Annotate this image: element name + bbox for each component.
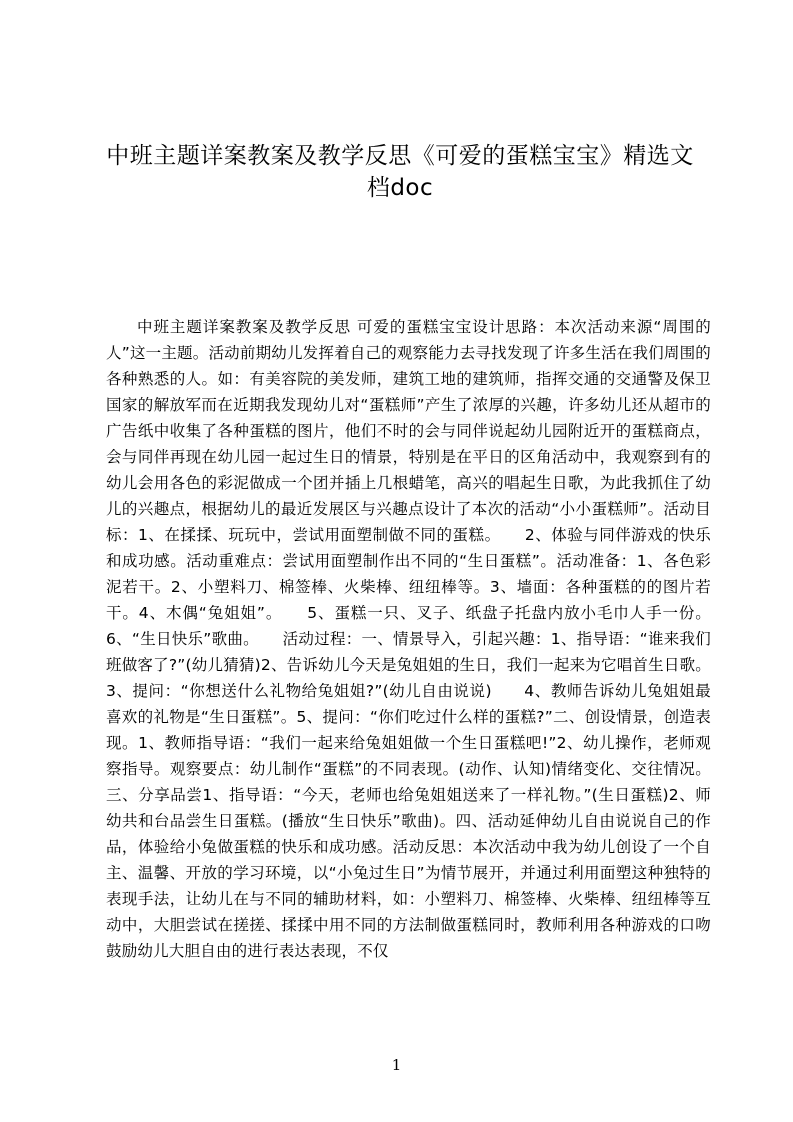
body-paragraph: 中班主题详案教案及教学反思 可爱的蛋糕宝宝设计思路：本次活动来源“周围的人”这一主题。活动前期幼儿发挥着自己的观察能力去寻找发现了许多生活在我们周围的各种熟悉的人。如：有美容院的美发师，建筑工地的建筑师，指挥交通的交通警及保卫国家的解放军而在近期我发现幼儿对“蛋糕师”产生了浓厚的兴趣，许多幼儿还从超市的广告纸中收集了各种蛋糕的图片，他们不时的会与同伴说起幼儿园附近开的蛋糕商点，会与同伴再现在幼儿园一起过生日的情景，特别是在平日的区角活动中，我观察到有的幼儿会用各色的彩泥做成一个团并插上几根蜡笔，高兴的唱起生日歌，为此我抓住了幼儿的兴趣点，根据幼儿的最近发展区与兴趣点设计了本次的活动“小小蛋糕师”。活动目标：1、在揉揉、玩玩中，尝试用面塑制做不同的蛋糕。 2、体验与同伴游戏的快乐和成功感。活动重难点：尝试用面塑制作出不同的“生日蛋糕”。活动准备：1、各色彩泥若干。2、小塑料刀、棉签棒、火柴棒、纽纽棒等。3、墙面：各种蛋糕的的图片若干。4、木偶“兔姐姐”。 5、蛋糕一只、叉子、纸盘子托盘内放小毛巾人手一份。6、“生日快乐”歌曲。 活动过程：一、情景导入，引起兴趣：1、指导语：“谁来我们班做客了?”(幼儿猜猜)2、告诉幼儿今天是兔姐姐的生日，我们一起来为它唱首生日歌。3、提问：“你想送什么礼物给兔姐姐?”(幼儿自由说说) 4、教师告诉幼儿兔姐姐最喜欢的礼物是“生日蛋糕”。5、提问：“你们吃过什么样的蛋糕?”二、创设情景，创造表现。1、教师指导语：“我们一起来给兔姐姐做一个生日蛋糕吧!”2、幼儿操作，老师观察指导。观察要点：幼儿制作“蛋糕”的不同表现。(动作、认知)情绪变化、交往情况。三、分享品尝1、指导语：“今天，老师也给兔姐姐送来了一样礼物。”(生日蛋糕)2、师幼共和台品尝生日蛋糕。(播放“生日快乐”歌曲)。四、活动延伸幼儿自由说说自己的作品，体验给小兔做蛋糕的快乐和成功感。活动反思：本次活动中我为幼儿创设了一个自主、温馨、开放的学习环境，以“小兔过生日”为情节展开，并通过利用面塑这种独特的表现手法，让幼儿在与不同的辅助材料，如：小塑料刀、棉签棒、火柴棒、纽纽棒等互动中，大胆尝试在搓搓、揉揉中用不同的方法制做蛋糕同时，教师利用各种游戏的口吻鼓励幼儿大胆自由的进行表达表现，不仅 xyxy=(106,318,711,960)
page-number: 1 xyxy=(391,1056,402,1074)
document-title: 中班主题详案教案及教学反思《可爱的蛋糕宝宝》精选文档doc xyxy=(106,143,694,201)
